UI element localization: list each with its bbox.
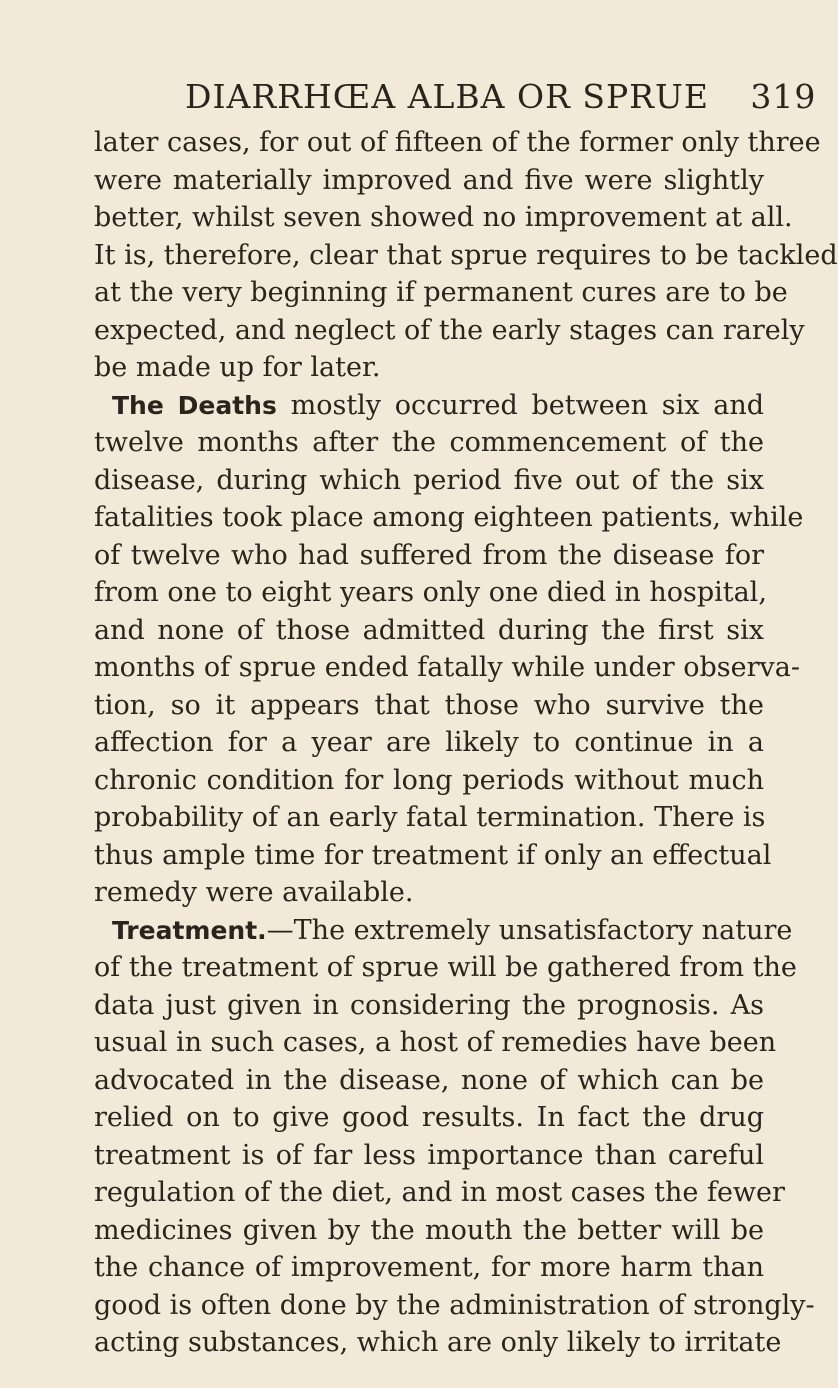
text-line: better, whilst seven showed no improvement at all. <box>94 202 793 233</box>
text-line: probability of an early fatal termination. There is <box>94 802 766 833</box>
body-text <box>94 124 838 1362</box>
text-line: disease, during which period five out of the six <box>94 464 764 496</box>
text-line: expected, and neglect of the early stages can rarely <box>94 314 805 346</box>
text-line: chronic condition for long periods without much <box>94 764 764 796</box>
text-line: It is, therefore, clear that sprue requires to be tackled <box>94 239 838 271</box>
paragraph-line-treatment <box>94 912 793 950</box>
text-line: affection for a year are likely to continue in a <box>94 727 764 758</box>
text-line: and none of those admitted during the first six <box>94 614 764 646</box>
text-line: medicines given by the mouth the better will be <box>94 1214 764 1246</box>
text-line: were materially improved and five were slightly <box>94 164 764 196</box>
running-header <box>185 77 817 116</box>
text-line: good is often done by the administration of strongly- <box>94 1289 815 1321</box>
text-line: treatment is of far less importance than careful <box>94 1139 764 1171</box>
text-line: be made up for later. <box>94 352 381 383</box>
running-header-title: DIARRHŒA ALBA OR SPRUE <box>185 77 709 116</box>
paragraph-line-deaths <box>94 387 764 425</box>
text-line: at the very beginning if permanent cures are to be <box>94 277 788 308</box>
text-line: the chance of improvement, for more harm than <box>94 1252 764 1283</box>
text-line: from one to eight years only one died in hospital, <box>94 577 767 608</box>
text-line: relied on to give good results. In fact the drug <box>94 1102 764 1133</box>
text-line: regulation of the diet, and in most cases the fewer <box>94 1177 785 1208</box>
text-line: advocated in the disease, none of which can be <box>94 1064 764 1096</box>
text-line: tion, so it appears that those who survive the <box>94 689 764 721</box>
text-line: twelve months after the commencement of the <box>94 427 764 458</box>
heading-treatment: Treatment. <box>112 915 267 945</box>
text-line: data just given in considering the prognosis. As <box>94 989 764 1021</box>
text-line: thus ample time for treatment if only an effectual <box>94 839 772 871</box>
text-line: later cases, for out of fifteen of the former only three <box>94 127 821 158</box>
text-line: usual in such cases, a host of remedies have been <box>94 1027 777 1058</box>
text-line: fatalities took place among eighteen patients, while <box>94 502 804 533</box>
text-line: remedy were available. <box>94 877 414 908</box>
text-line: of the treatment of sprue will be gathered from the <box>94 952 797 983</box>
text-line: of twelve who had suffered from the disease for <box>94 539 764 571</box>
heading-deaths: The Deaths <box>112 390 277 420</box>
text-segment: mostly occurred between six and <box>290 389 764 421</box>
text-line: acting substances, which are only likely to irritate <box>94 1327 782 1358</box>
text-line: months of sprue ended fatally while under observa- <box>94 652 801 683</box>
page-number: 319 <box>750 77 817 116</box>
text-segment: —The extremely unsatisfactory nature <box>266 914 793 946</box>
